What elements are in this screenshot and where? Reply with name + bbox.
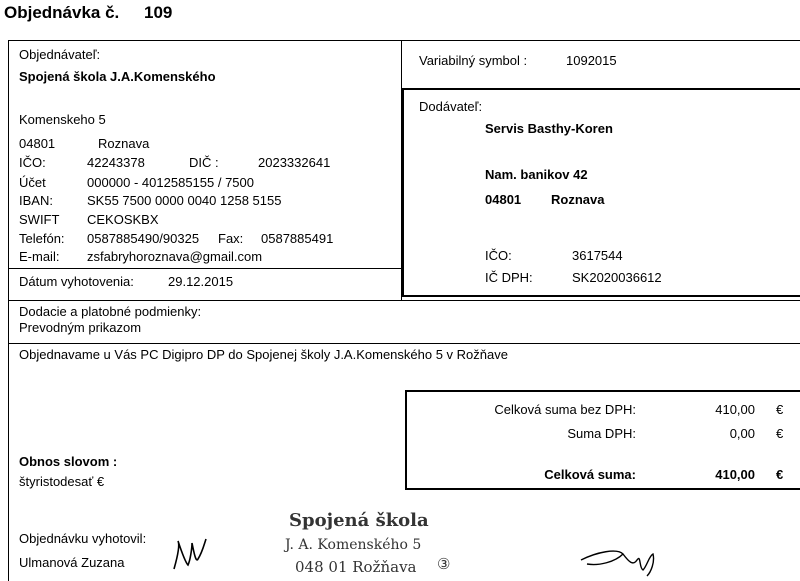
stamp-mark: ③ xyxy=(437,555,451,573)
customer-email: zsfabryhoroznava@gmail.com xyxy=(87,249,263,264)
supplier-name: Servis Basthy-Koren xyxy=(485,121,613,136)
supplier-street: Nam. banikov 42 xyxy=(485,167,588,182)
stamp-line3: 048 01 Rožňava xyxy=(295,558,417,576)
net-total-value: 410,00 xyxy=(715,402,755,417)
customer-street: Komenskeho 5 xyxy=(19,112,106,127)
vat-currency: € xyxy=(776,426,784,441)
customer-ico-label: IČO: xyxy=(19,155,46,170)
customer-phone: 0587885490/90325 xyxy=(87,231,200,246)
customer-iban: SK55 7500 0000 0040 1258 5155 xyxy=(87,193,282,208)
terms-value: Prevodným prikazom xyxy=(19,320,142,335)
total-value: 410,00 xyxy=(715,467,755,482)
terms-divider xyxy=(8,300,800,301)
supplier-zip: 04801 xyxy=(485,192,522,207)
customer-iban-label: IBAN: xyxy=(19,193,53,208)
supplier-icdph: SK2020036612 xyxy=(572,270,662,285)
customer-fax-label: Fax: xyxy=(218,231,244,246)
supplier-ico-label: IČO: xyxy=(485,248,512,263)
signature-issuer xyxy=(168,535,214,575)
customer-account-label: Účet xyxy=(19,175,46,190)
signature-approver xyxy=(577,540,667,578)
in-words-label: Obnos slovom : xyxy=(19,454,118,469)
description-divider xyxy=(8,343,800,344)
in-words-value: štyristodesať € xyxy=(19,474,105,489)
customer-ico: 42243378 xyxy=(87,155,145,170)
issued-by-label: Objednávku vyhotovil: xyxy=(19,531,147,546)
total-currency: € xyxy=(776,467,784,482)
variable-symbol-label: Variabilný symbol : xyxy=(419,53,528,68)
customer-city: Roznava xyxy=(98,136,150,151)
customer-dic: 2023332641 xyxy=(258,155,331,170)
terms-label: Dodacie a platobné podmienky: xyxy=(19,304,202,319)
stamp-line1: Spojená škola xyxy=(289,510,429,531)
document-title xyxy=(4,3,172,23)
customer-heading: Objednávateľ: xyxy=(19,47,101,62)
issue-date: 29.12.2015 xyxy=(168,274,234,289)
vat-label: Suma DPH: xyxy=(567,426,636,441)
customer-fax: 0587885491 xyxy=(261,231,334,246)
net-total-label: Celková suma bez DPH: xyxy=(494,402,636,417)
supplier-icdph-label: IČ DPH: xyxy=(485,270,533,285)
net-currency: € xyxy=(776,402,784,417)
order-number: 109 xyxy=(144,3,173,22)
customer-phone-label: Telefón: xyxy=(19,231,65,246)
customer-zip: 04801 xyxy=(19,136,56,151)
customer-name: Spojená škola J.A.Komenského xyxy=(19,69,216,84)
variable-symbol: 1092015 xyxy=(566,53,617,68)
stamp-line2: J. A. Komenského 5 xyxy=(285,537,422,553)
issued-by-name: Ulmanová Zuzana xyxy=(19,555,125,570)
total-label: Celková suma: xyxy=(544,467,636,482)
order-description: Objednavame u Vás PC Digipro DP do Spojenej školy J.A.Komenského 5 v Rožňave xyxy=(19,347,508,362)
frame-top-line xyxy=(8,40,800,41)
issue-date-label: Dátum vyhotovenia: xyxy=(19,274,134,289)
customer-dic-label: DIČ : xyxy=(189,155,219,170)
vat-value: 0,00 xyxy=(729,426,755,441)
customer-divider xyxy=(8,268,401,269)
customer-swift-label: SWIFT xyxy=(19,212,60,227)
supplier-city: Roznava xyxy=(551,192,605,207)
customer-swift: CEKOSKBX xyxy=(87,212,159,227)
frame-left-line xyxy=(8,40,9,581)
customer-account: 000000 - 4012585155 / 7500 xyxy=(87,175,254,190)
customer-email-label: E-mail: xyxy=(19,249,60,264)
title-label: Objednávka č. xyxy=(4,3,120,22)
supplier-heading: Dodávateľ: xyxy=(419,99,483,114)
supplier-ico: 3617544 xyxy=(572,248,623,263)
